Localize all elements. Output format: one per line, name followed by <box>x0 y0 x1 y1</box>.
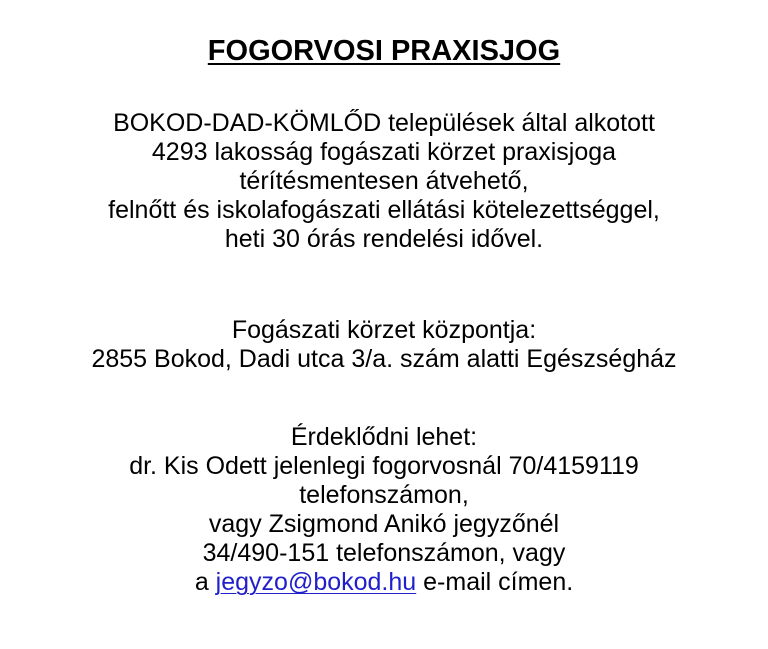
email-line <box>0 568 768 597</box>
district-center-address: 2855 Bokod, Dadi utca 3/a. szám alatti Egészségház <box>91 345 677 373</box>
description-line: térítésmentesen átvehető, <box>239 167 529 195</box>
contact-line: telefonszámon, <box>299 481 469 509</box>
praxis-description <box>0 109 768 254</box>
contact-line: dr. Kis Odett jelenlegi fogorvosnál 70/4159119 <box>129 452 639 480</box>
contact-line: vagy Zsigmond Anikó jegyzőnél <box>208 510 560 538</box>
email-link[interactable]: jegyzo@bokod.hu <box>215 568 417 596</box>
description-line: BOKOD-DAD-KÖMLŐD települések által alkotott <box>113 109 655 137</box>
page-title: FOGORVOSI PRAXISJOG <box>207 35 561 67</box>
email-prefix: a <box>194 568 216 596</box>
contact-line: 34/490-151 telefonszámon, vagy <box>202 539 566 567</box>
description-line: 4293 lakosság fogászati körzet praxisjoga <box>151 138 617 166</box>
district-center-label: Fogászati körzet központja: <box>231 316 537 344</box>
email-suffix: e-mail címen. <box>416 568 574 596</box>
district-center <box>0 316 768 374</box>
contact-info <box>0 423 768 597</box>
contact-heading: Érdeklődni lehet: <box>290 423 478 451</box>
description-line: felnőtt és iskolafogászati ellátási kötelezettséggel, <box>108 196 660 224</box>
description-line: heti 30 órás rendelési idővel. <box>224 225 544 253</box>
